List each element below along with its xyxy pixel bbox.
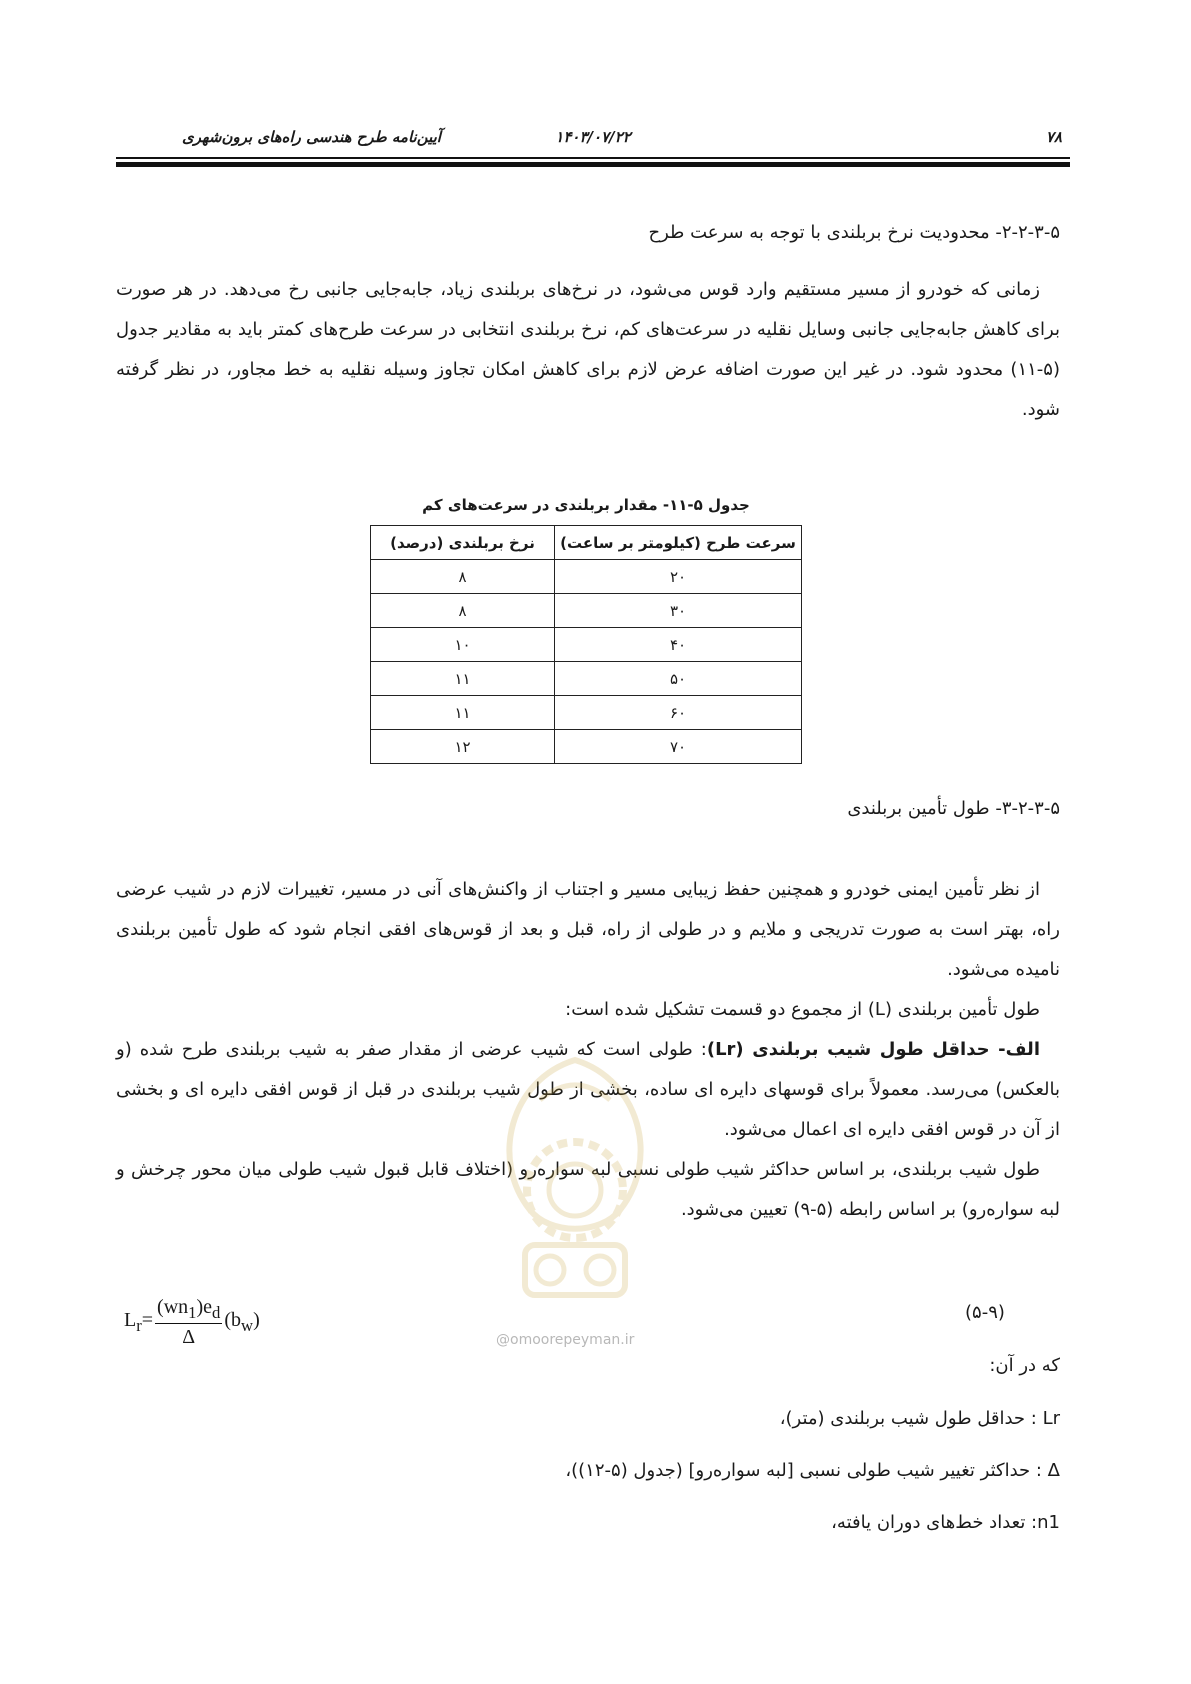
publisher-seal-watermark bbox=[470, 1040, 680, 1340]
formula-factor: $(b_w)$ bbox=[224, 1309, 260, 1335]
section1-paragraph: زمانی که خودرو از مسیر مستقیم وارد قوس می‌شود، در نرخ‌های بربلندی زیاد، جابه‌جایی جانبی رخ می‌دهد. در هر صورت برای کاهش جابه‌جایی جانبی وسایل نقلیه در سرعت‌های کم، نرخ بربلندی انتخابی در سرعت طرح‌های کمتر باید به مقادیر جدول (۵-۱۱) محدود شود. در غیر این صورت اضافه عرض لازم برای کاهش امکان تجاوز وسیله نقلیه به خط مجاور، در نظر گرفته شود. bbox=[116, 279, 1060, 420]
table-header-speed: سرعت طرح (کیلومتر بر ساعت) bbox=[555, 526, 802, 560]
formula-fraction bbox=[155, 1296, 222, 1349]
section2-paragraph2: طول تأمین بربلندی (L) از مجموع دو قسمت تشکیل شده است: bbox=[565, 999, 1040, 1020]
superelevation-table bbox=[370, 525, 802, 764]
equation-number: (۵-۹) bbox=[965, 1302, 1005, 1323]
definition-delta: Δ : حداکثر تغییر شیب طولی نسبی [لبه سواره‌رو] (جدول (۵-۱۲))، bbox=[565, 1460, 1060, 1481]
table-header-row bbox=[371, 526, 802, 560]
table-row bbox=[371, 594, 802, 628]
table-cell-rate: ۱۱ bbox=[371, 662, 555, 696]
table-header-rate: نرخ بربلندی (درصد) bbox=[371, 526, 555, 560]
table-caption: جدول ۵-۱۱- مقدار بربلندی در سرعت‌های کم bbox=[422, 496, 750, 514]
header-title: آیین‌نامه طرح هندسی راه‌های برون‌شهری bbox=[182, 128, 441, 146]
header-rule-thin bbox=[116, 157, 1070, 159]
table-cell-rate: ۱۱ bbox=[371, 696, 555, 730]
formula-numerator: $(wn_1)e_d$ bbox=[157, 1296, 221, 1322]
header-date: ۱۴۰۳/۰۷/۲۲ bbox=[555, 128, 631, 146]
table-row bbox=[371, 730, 802, 764]
formula-lr bbox=[124, 1296, 260, 1349]
formula-denominator: Δ bbox=[182, 1326, 196, 1348]
table-cell-speed: ۷۰ bbox=[555, 730, 802, 764]
definitions-intro: که در آن: bbox=[989, 1355, 1060, 1376]
section-heading-superelevation-limit: ۲-۲-۳-۵- محدودیت نرخ بربلندی با توجه به سرعت طرح bbox=[648, 222, 1060, 243]
table-cell-rate: ۸ bbox=[371, 594, 555, 628]
section-heading-superelevation-length: ۳-۲-۳-۵- طول تأمین بربلندی bbox=[847, 798, 1060, 819]
definition-n1: n1: تعداد خط‌های دوران یافته، bbox=[831, 1512, 1060, 1533]
table-row bbox=[371, 628, 802, 662]
table-row bbox=[371, 662, 802, 696]
table-cell-rate: ۱۰ bbox=[371, 628, 555, 662]
table-cell-speed: ۳۰ bbox=[555, 594, 802, 628]
page-number: ۷۸ bbox=[1045, 128, 1062, 146]
bold-term-min-length: الف- حداقل طول شیب بربلندی (Lr) bbox=[706, 1039, 1040, 1060]
paragraph3-rest: : طولی است که شیب عرضی از مقدار صفر به شیب بربلندی طرح شده (و بالعکس) می‌رسد. معمولاً برای قوسهای دایره ای ساده، بخشی از طول شیب بربلندی در قبل از قوس افقی دایره ای و بخشی از آن در قوس افقی دایره ای اعمال می‌شود. bbox=[116, 1039, 1060, 1140]
section1-body bbox=[116, 270, 1060, 430]
table-row bbox=[371, 696, 802, 730]
table-cell-speed: ۴۰ bbox=[555, 628, 802, 662]
table-cell-speed: ۲۰ bbox=[555, 560, 802, 594]
section2-paragraph1: از نظر تأمین ایمنی خودرو و همچنین حفظ زیبایی مسیر و اجتناب از واکنش‌های آنی در مسیر، تغییرات لازم در شیب عرضی راه، بهتر است به صورت تدریجی و ملایم و در طولی از راه، قبل و بعد از قوس‌های افقی انجام شود که طول تأمین بربلندی نامیده می‌شود. bbox=[116, 879, 1060, 980]
page-header bbox=[116, 128, 1070, 154]
table-cell-rate: ۱۲ bbox=[371, 730, 555, 764]
table-cell-speed: ۵۰ bbox=[555, 662, 802, 696]
watermark-text: @omoorepeyman.ir bbox=[496, 1332, 635, 1348]
definition-lr: Lr : حداقل طول شیب بربلندی (متر)، bbox=[779, 1408, 1060, 1429]
section2-paragraph4: طول شیب بربلندی، بر اساس حداکثر شیب طولی نسبی لبه سواره‌رو (اختلاف قابل قبول شیب طولی میان محور چرخش و لبه سواره‌رو) بر اساس رابطه (۵-۹) تعیین می‌شود. bbox=[116, 1159, 1060, 1220]
table-row bbox=[371, 560, 802, 594]
table-cell-rate: ۸ bbox=[371, 560, 555, 594]
table-cell-speed: ۶۰ bbox=[555, 696, 802, 730]
header-rule-thick bbox=[116, 162, 1070, 167]
formula-lhs: $L_r=$ bbox=[124, 1309, 154, 1335]
